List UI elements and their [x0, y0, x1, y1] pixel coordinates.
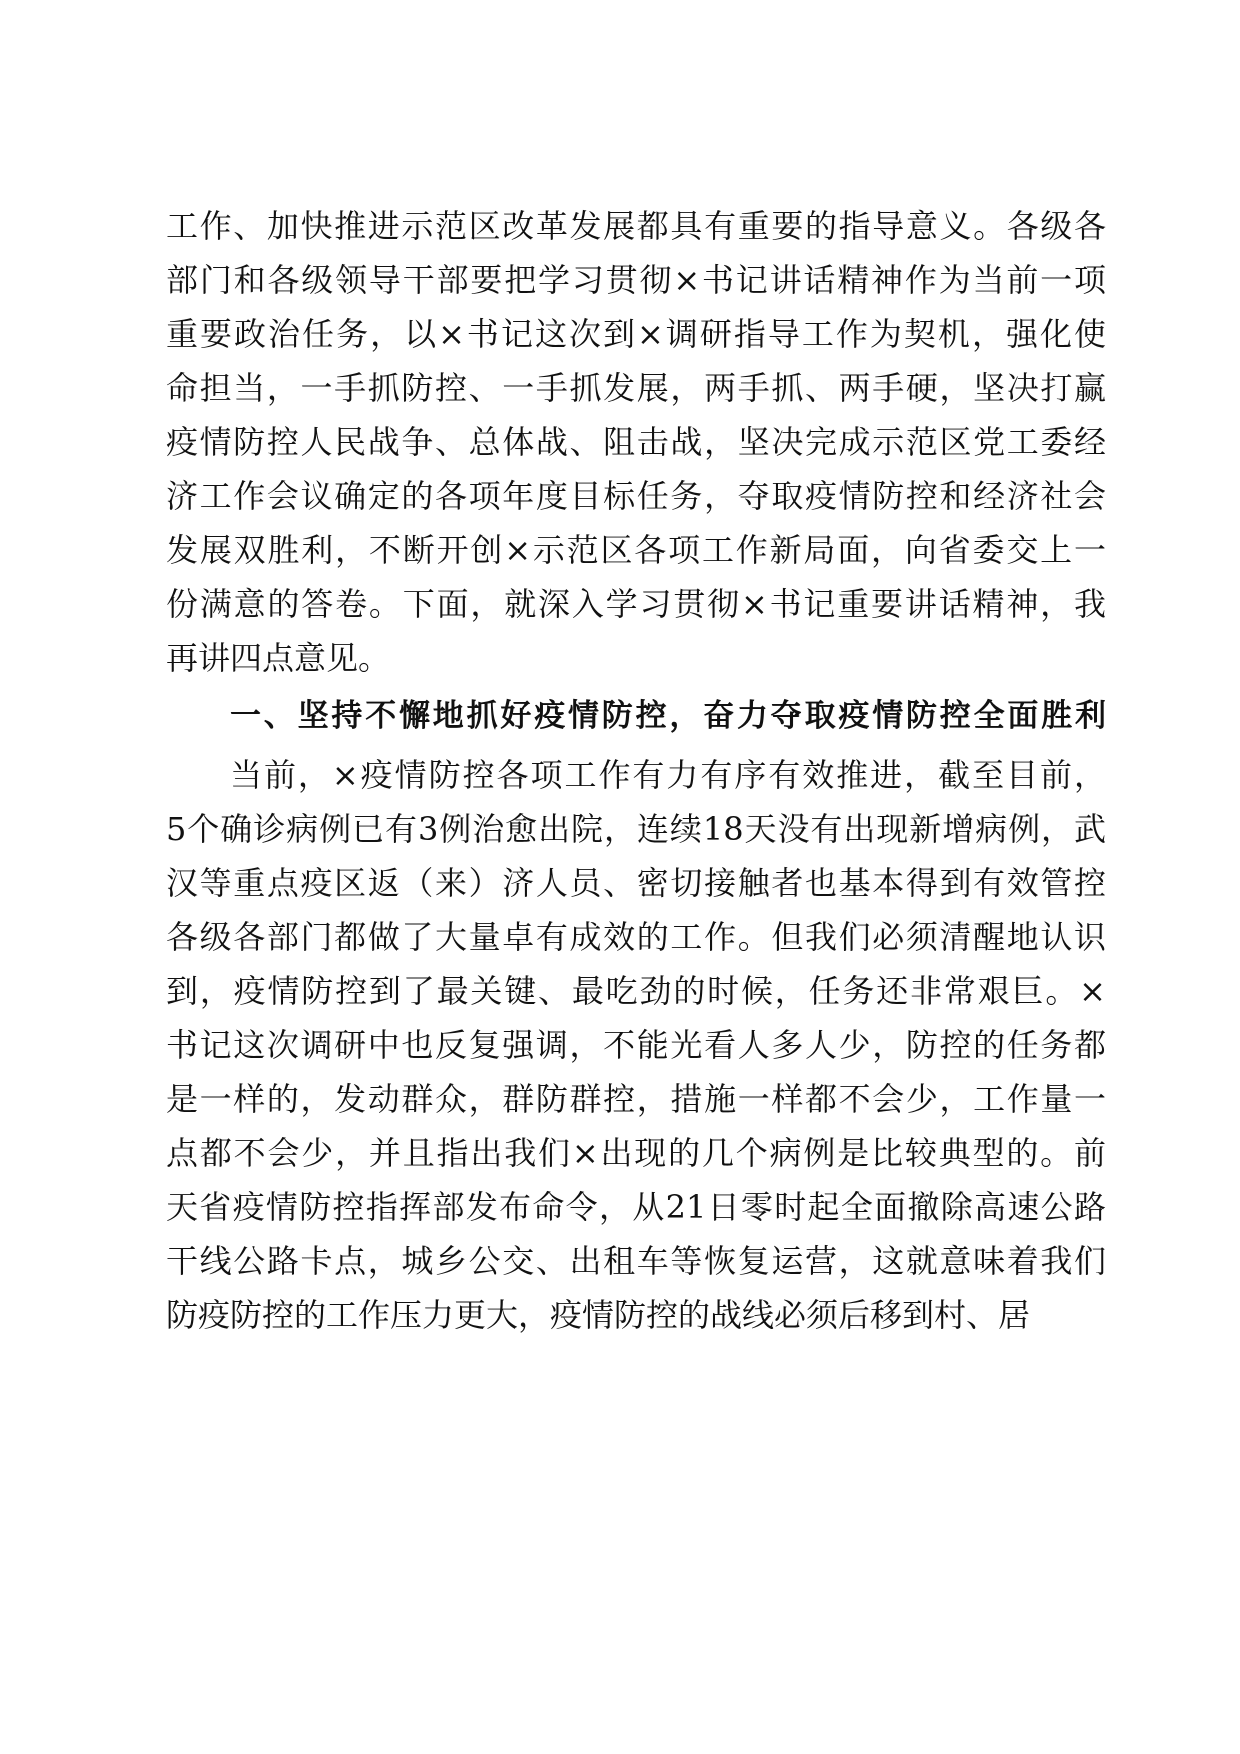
text-line: 各级各部门都做了大量卓有成效的工作。但我们必须清醒地认识	[166, 918, 1106, 956]
text-line: 命担当，一手抓防控、一手抓发展，两手抓、两手硬，坚决打赢	[166, 369, 1106, 407]
text-line: 天省疫情防控指挥部发布命令，从21日零时起全面撤除高速公路	[166, 1188, 1106, 1226]
text-line: 5个确诊病例已有3例治愈出院，连续18天没有出现新增病例，武	[166, 810, 1106, 848]
text-line: 汉等重点疫区返（来）济人员、密切接触者也基本得到有效管控	[166, 864, 1106, 902]
section-heading: 一、坚持不懈地抓好疫情防控，奋力夺取疫情防控全面胜利	[230, 698, 1106, 734]
text-line: 重要政治任务，以×书记这次到×调研指导工作为契机，强化使	[166, 315, 1106, 353]
text-line: 疫情防控人民战争、总体战、阻击战，坚决完成示范区党工委经	[166, 423, 1106, 461]
text-line: 份满意的答卷。下面，就深入学习贯彻×书记重要讲话精神，我	[166, 585, 1106, 623]
text-line: 防疫防控的工作压力更大，疫情防控的战线必须后移到村、居	[166, 1296, 1031, 1334]
text-line: 到，疫情防控到了最关键、最吃劲的时候，任务还非常艰巨。×	[166, 972, 1106, 1010]
text-line: 当前，×疫情防控各项工作有力有序有效推进，截至目前，	[230, 756, 1106, 794]
text-line: 再讲四点意见。	[166, 639, 391, 677]
text-line: 书记这次调研中也反复强调，不能光看人多人少，防控的任务都	[166, 1026, 1106, 1064]
text-line: 部门和各级领导干部要把学习贯彻×书记讲话精神作为当前一项	[166, 261, 1106, 299]
text-line: 干线公路卡点，城乡公交、出租车等恢复运营，这就意味着我们	[166, 1242, 1106, 1280]
text-line: 发展双胜利，不断开创×示范区各项工作新局面，向省委交上一	[166, 531, 1106, 569]
text-line: 点都不会少，并且指出我们×出现的几个病例是比较典型的。前	[166, 1134, 1106, 1172]
text-line: 工作、加快推进示范区改革发展都具有重要的指导意义。各级各	[166, 207, 1106, 245]
text-line: 济工作会议确定的各项年度目标任务，夺取疫情防控和经济社会	[166, 477, 1106, 515]
text-line: 是一样的，发动群众，群防群控，措施一样都不会少，工作量一	[166, 1080, 1106, 1118]
